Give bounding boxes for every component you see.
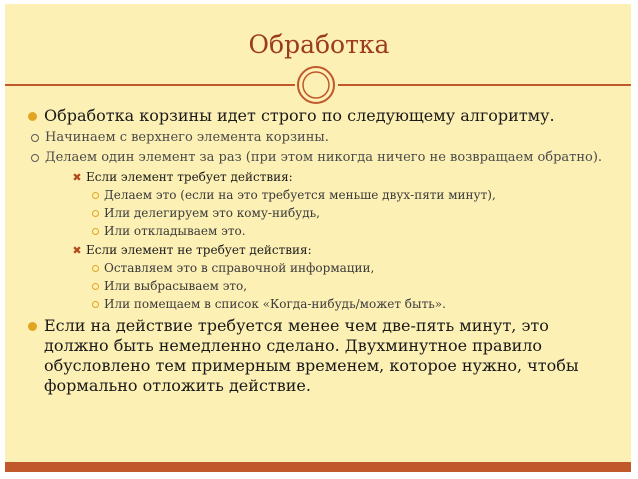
- list-item: [20, 188, 610, 203]
- hollow-circle-bullet-icon: [25, 150, 45, 166]
- list-item-text: Или откладываем это.: [104, 224, 246, 238]
- list-item: [20, 150, 610, 166]
- bullet-list: [20, 104, 610, 396]
- filled-circle-bullet-icon: [20, 106, 44, 126]
- list-item-text: Или помещаем в список «Когда-нибудь/может быть».: [104, 297, 446, 311]
- title-rule-right: [338, 84, 631, 86]
- list-item: [20, 130, 610, 146]
- circle-ornament-icon: [295, 64, 337, 106]
- list-item: [20, 316, 610, 396]
- list-item: [20, 206, 610, 221]
- list-item: [20, 279, 610, 294]
- filled-circle-bullet-icon: [20, 316, 44, 336]
- list-item: [20, 297, 610, 312]
- small-ring-bullet-icon: [86, 297, 104, 312]
- list-item-text: Если элемент требует действия:: [86, 170, 293, 184]
- list-item-text: Оставляем это в справочной информации,: [104, 261, 375, 275]
- small-ring-bullet-icon: [86, 188, 104, 203]
- title-rule-left: [5, 84, 295, 86]
- list-item: [20, 243, 610, 258]
- list-item: [20, 224, 610, 239]
- small-ring-bullet-icon: [86, 224, 104, 239]
- list-item: [20, 106, 610, 126]
- small-ring-bullet-icon: [86, 206, 104, 221]
- hollow-circle-bullet-icon: [25, 130, 45, 146]
- list-item-text: Обработка корзины идет строго по следующему алгоритму.: [44, 106, 555, 125]
- small-ring-bullet-icon: [86, 261, 104, 276]
- list-item-text: Делаем один элемент за раз (при этом никогда ничего не возвращаем обратно).: [45, 150, 603, 165]
- list-item: [20, 261, 610, 276]
- list-item-text: Если на действие требуется менее чем две-пять минут, это должно быть немедленно сделано. Двухминутное правило обусловлено тем примерным временем, которое нужно, чтобы формально отложить действие.: [44, 316, 579, 395]
- small-ring-bullet-icon: [86, 279, 104, 294]
- list-item-text: Начинаем с верхнего элемента корзины.: [45, 130, 329, 145]
- list-item-text: Делаем это (если на это требуется меньше двух-пяти минут),: [104, 188, 496, 202]
- slide-title: Обработка: [248, 30, 390, 59]
- list-item: [20, 170, 610, 185]
- cross-bullet-icon: ✖: [72, 244, 82, 257]
- footer-bar: [5, 462, 631, 472]
- list-item-text: Или выбрасываем это,: [104, 279, 248, 293]
- cross-bullet-icon: ✖: [72, 171, 82, 184]
- list-item-text: Если элемент не требует действия:: [86, 243, 312, 257]
- list-item-text: Или делегируем это кому-нибудь,: [104, 206, 320, 220]
